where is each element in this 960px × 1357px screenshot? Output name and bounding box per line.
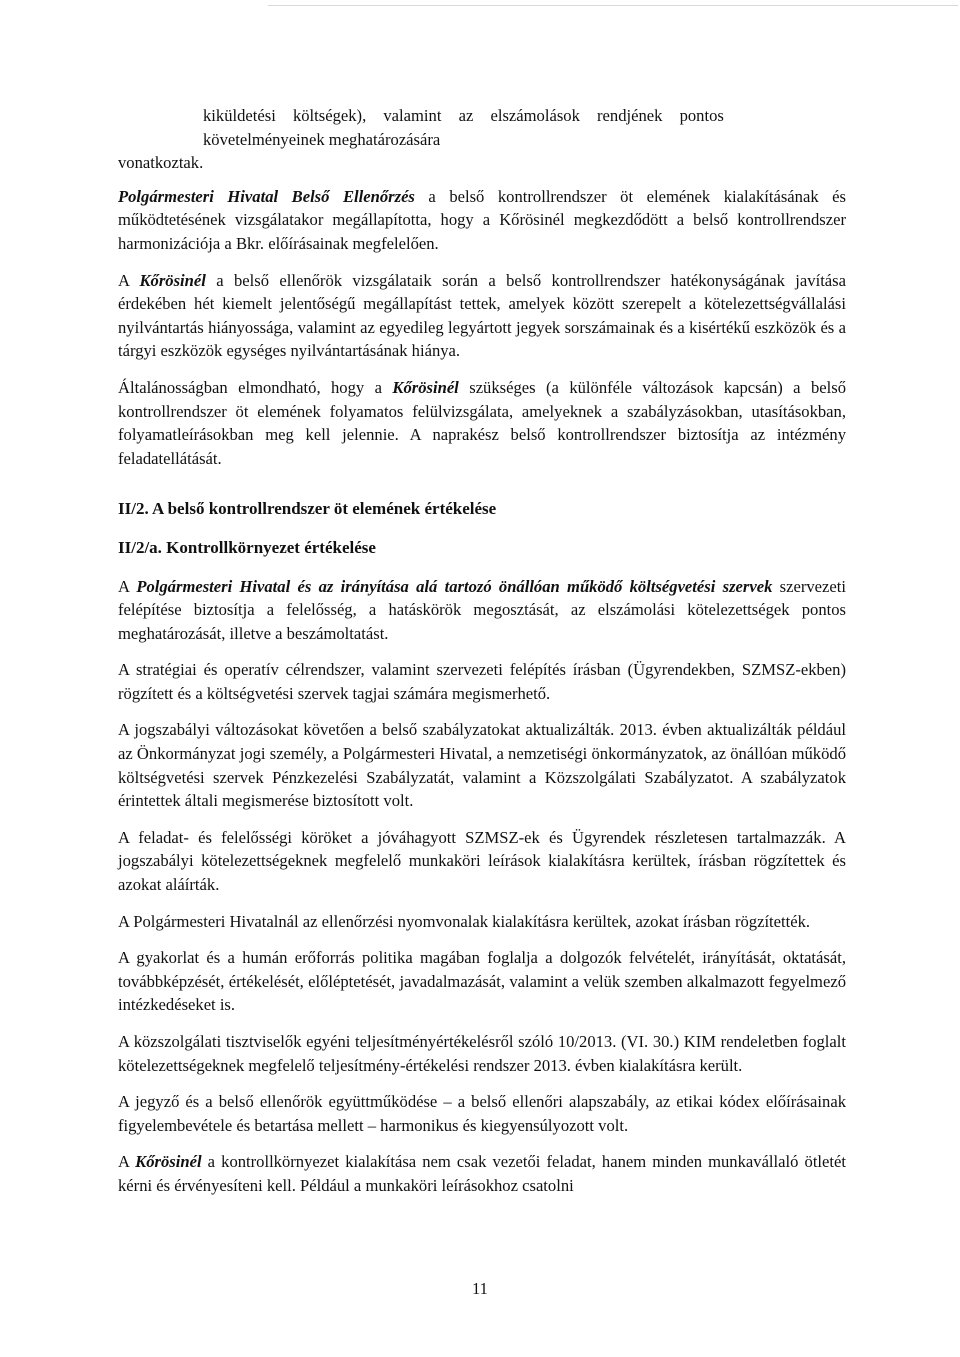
- document-page: [118, 104, 846, 1198]
- szervezet-pre: A: [118, 576, 137, 596]
- szervezet-text: szervezeti felépítése biztosítja a felelősség, a hatáskörök megosztását, az elszámolási kötelezettségek pontos meghatározását, illetve a beszámoltatást.: [118, 576, 846, 643]
- vizsgalat-pre: A: [118, 270, 140, 290]
- paragraph-human: A gyakorlat és a humán erőforrás politika magában foglalja a dolgozók felvételét, irányítását, oktatását, továbbképzését, értékelését, előléptetését, javadalmazását, valamint a velük szemben alkalmazott fegyelmező intézkedéseket is.: [118, 948, 846, 1015]
- subsection-heading: II/2/a. Kontrollkörnyezet értékelése: [118, 537, 376, 557]
- altalanos-pre: Általánosságban elmondható, hogy a: [118, 377, 393, 397]
- altalanos-bold: Kőrösinél: [392, 377, 459, 397]
- szervezet-bold-3: az irányítása alá tartozó önállóan működő költségvetési szervek: [318, 576, 773, 596]
- paragraph-jogszabaly: A jogszabályi változásokat követően a belső szabályzatokat aktualizálták. 2013. évben aktualizálták például az Önkormányzat jogi személy, a Polgármesteri Hivatal, a nemzetiségi önkormányzatok, az önállóan működő költségvetési szervek Pénzkezelési Szabályzatát, valamint a Közszolgálati Szabályzatot. A szabályzatok érintettek általi megismerése biztosított volt.: [118, 720, 846, 811]
- paragraph-jegyzo: A jegyző és a belső ellenőrök együttműködése – a belső ellenőri alapszabály, az etikai kódex előírásainak figyelembevétele és betartása mellett – harmonikus és kiegyensúlyozott volt.: [118, 1092, 846, 1135]
- paragraph-strategia: A stratégiai és operatív célrendszer, valamint szervezeti felépítés írásban (Ügyrendekben, SZMSZ-ekben) rögzített és a költségvetési szervek tagjai számára megismerhető.: [118, 660, 846, 703]
- szervezet-bold-1: Polgármesteri Hivatal: [136, 576, 291, 596]
- paragraph-feladat: A feladat- és felelősségi köröket a jóváhagyott SZMSZ-ek és Ügyrendek részletesen tartalmazzák. A jogszabályi kötelezettségeknek megfelelő munkaköri leírások kialakításra kerültek, írásban rögzítettek és azokat aláírták.: [118, 827, 846, 895]
- paragraph-last: [118, 1150, 846, 1197]
- continuation-line-3: vonatkoztak.: [118, 153, 204, 173]
- paragraph-vizsgalat: [118, 269, 846, 363]
- altalanos-text: szükséges (a különféle változások kapcsán) a belső kontrollrendszer öt elemének folyamatos felülvizsgálata, amelyeknek a szabályzásokban, utasításokban, folyamatleírásokban meg kell jelennie. A naprakész belső kontrollrendszer biztosítja az intézmény feladatellátását.: [118, 377, 846, 468]
- hivatal-text: a belső kontrollrendszer öt elemének kialakításának és működtetésének vizsgálatakor megállapította, hogy a Kőrösinél megkezdődött a belső kontrollrendszer harmonizációja a Bkr. előírásainak megfelelően.: [118, 186, 846, 253]
- last-bold: Kőrösinél: [135, 1152, 202, 1172]
- hivatal-bold: Polgármesteri Hivatal Belső Ellenőrzés: [118, 186, 415, 206]
- continuation-line-2: követelményeinek meghatározására: [203, 129, 441, 149]
- szervezet-bold-2: és: [297, 576, 312, 596]
- page-number: 11: [472, 1279, 488, 1298]
- paragraph-kozszolgalati: A közszolgálati tisztviselők egyéni teljesítményértékelésről szóló 10/2013. (VI. 30.) KIM rendeletben foglalt kötelezettségeknek megfelelő teljesítmény-értékelési rendszer 2013. évben kialakításra került.: [118, 1032, 846, 1075]
- paragraph-nyomvonal: A Polgármesteri Hivatalnál az ellenőrzési nyomvonalak kialakításra kerültek, azokat írásban rögzítették.: [118, 911, 811, 931]
- paragraph-szervezet: [118, 575, 846, 646]
- top-rule: [268, 5, 958, 6]
- vizsgalat-text: a belső ellenőrök vizsgálataik során a belső kontrollrendszer hatékonyságának javítása érdekében hét kiemelt jelentőségű megállapítást tettek, amelyek között szerepelt a kötelezettségvállalási nyilvántartás hiányossága, valamint az egyedileg legyártott jegyek sorszámainak és a kisértékű eszközök és a tárgyi eszközök egységes nyilvántartásának hiánya.: [118, 270, 846, 361]
- section-heading: II/2. A belső kontrollrendszer öt elemének értékelése: [118, 499, 497, 519]
- paragraph-altalanos: [118, 376, 846, 470]
- vizsgalat-bold: Kőrösinél: [139, 270, 206, 290]
- continuation-line-1: kiküldetési költségek), valamint az elszámolások rendjének pontos: [203, 106, 724, 125]
- szervezet-mid-2: [311, 577, 318, 596]
- paragraph-hivatal: [118, 185, 846, 256]
- last-text: a kontrollkörnyezet kialakítása nem csak vezetői feladat, hanem minden munkavállaló ötletét kérni és érvényesíteni kell. Például a munkaköri leírásokhoz csatolni: [118, 1152, 846, 1195]
- last-pre: A: [118, 1152, 136, 1172]
